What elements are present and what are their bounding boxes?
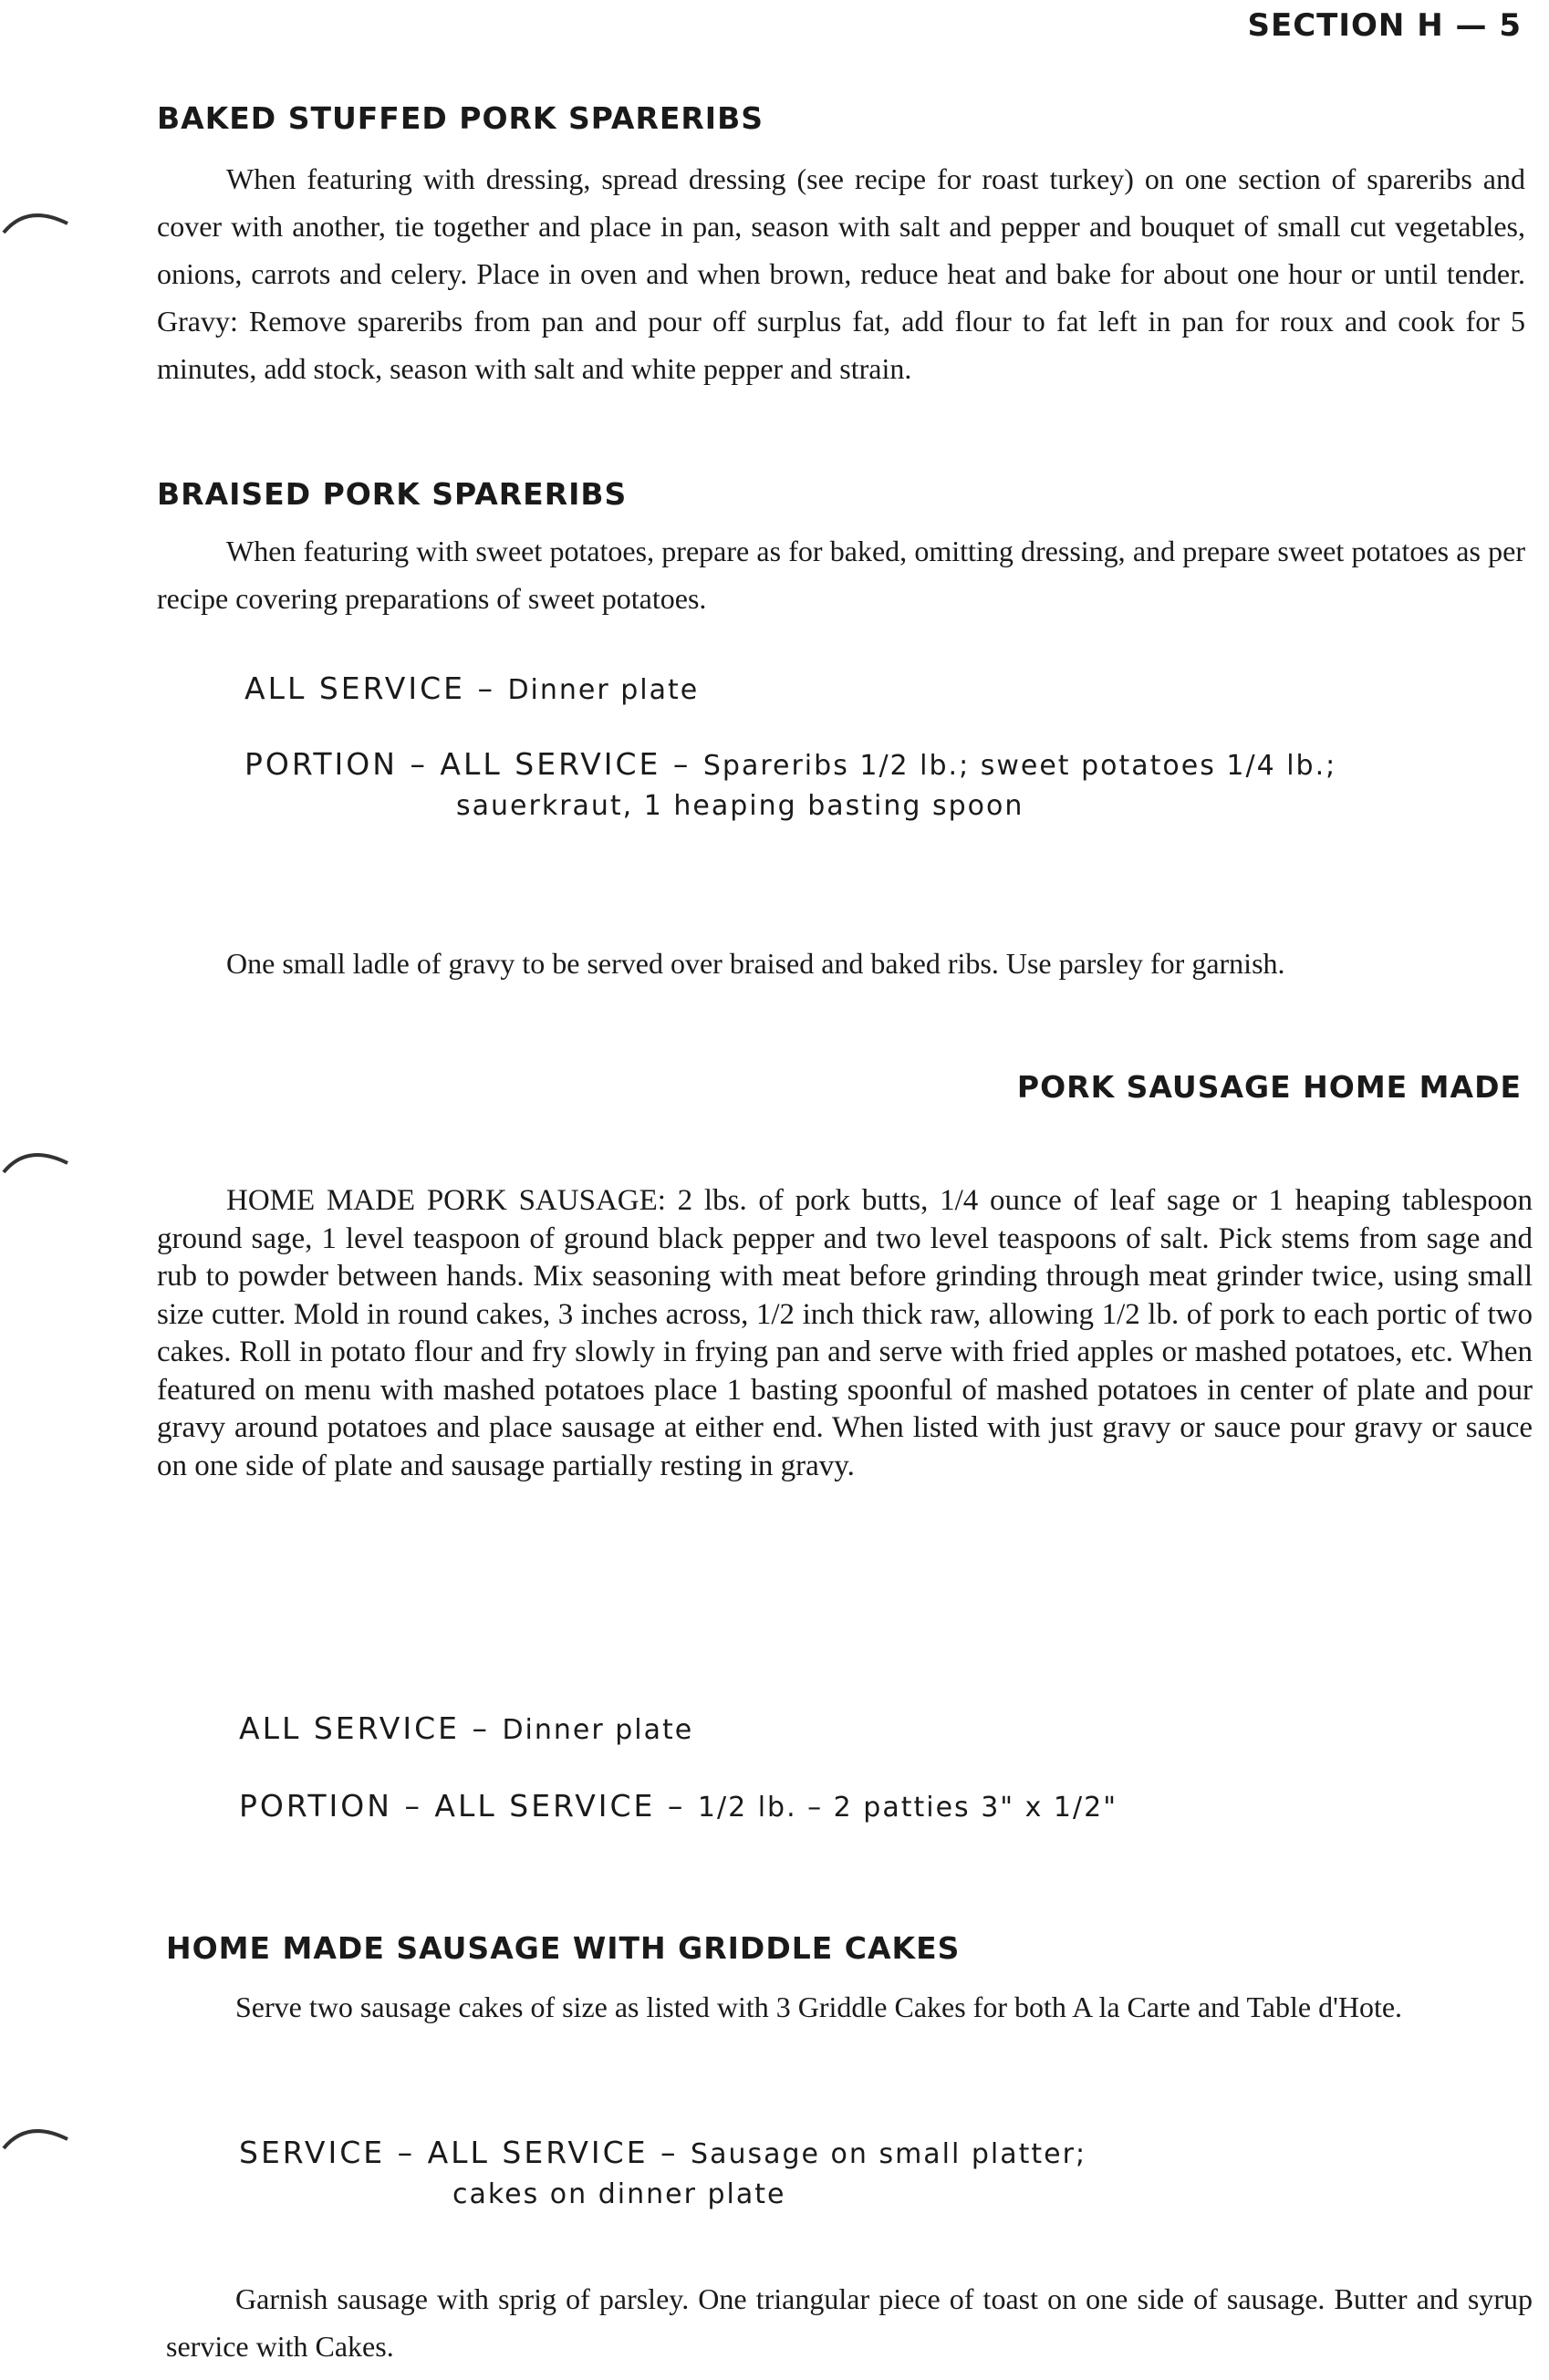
paragraph-braised-spareribs: When featuring with sweet potatoes, prepare as for baked, omitting dressing, and prepare sweet potatoes as per recipe covering preparations of sweet potatoes. — [157, 535, 1525, 615]
braised-portion-line — [244, 746, 1336, 782]
binder-hole-mark — [0, 2112, 73, 2157]
service-label: ALL SERVICE – — [239, 1710, 503, 1746]
service-value: Dinner plate — [502, 1714, 694, 1746]
heading-pork-sausage: PORK SAUSAGE HOME MADE — [1016, 1069, 1522, 1105]
heading-braised-spareribs: BRAISED PORK SPARERIBS — [157, 476, 628, 512]
portion-label: PORTION – ALL SERVICE – — [239, 1788, 698, 1824]
service-value: Dinner plate — [507, 674, 700, 706]
paragraph-pork-sausage: HOME MADE PORK SAUSAGE: 2 lbs. of pork butts, 1/4 ounce of leaf sage or 1 heaping tablespoon ground sage, 1 level teaspoon of ground black pepper and two level teaspoons of salt. Pick stems from sage and rub to powder between hands. Mix seasoning with meat before grinding through meat grinder twice, using small size cutter. Mold in round cakes, 3 inches across, 1/2 inch thick raw, allowing 1/2 lb. of pork to each portic of two cakes. Roll in potato flour and fry slowly in frying pan and serve with fried apples or mashed potatoes, etc. When featured on menu with mashed potatoes place 1 basting spoonful of mashed potatoes in center of plate and pour gravy around potatoes and place sausage at either end. When listed with just gravy or sauce pour gravy or sauce on one side of plate and sausage partially resting in gravy. — [157, 1184, 1533, 1482]
portion-label: PORTION – ALL SERVICE – — [244, 746, 703, 782]
heading-baked-stuffed-spareribs: BAKED STUFFED PORK SPARERIBS — [157, 100, 764, 136]
griddle-service-line-2: cakes on dinner plate — [452, 2178, 786, 2210]
braised-portion-line-2: sauerkraut, 1 heaping basting spoon — [456, 790, 1024, 822]
griddle-service-line — [239, 2135, 1086, 2170]
braised-service-line — [244, 670, 699, 706]
binder-hole-mark — [0, 1136, 73, 1181]
service-value: Sausage on small platter; — [691, 2138, 1087, 2170]
note-griddle-garnish: Garnish sausage with sprig of parsley. One triangular piece of toast on one side of sausage. Butter and syrup service with Cakes. — [166, 2282, 1533, 2363]
sausage-service-line — [239, 1710, 693, 1746]
sausage-portion-line — [239, 1788, 1118, 1824]
paragraph-baked-stuffed-spareribs: When featuring with dressing, spread dressing (see recipe for roast turkey) on one section of spareribs and cover with another, tie together and place in pan, season with salt and pepper and bouquet of small cut vegetables, onions, carrots and celery. Place in oven and when brown, reduce heat and bake for about one hour or until tender. Gravy: Remove spareribs from pan and pour off surplus fat, add flour to fat left in pan for roux and cook for 5 minutes, add stock, season with salt and white pepper and strain. — [157, 162, 1525, 385]
note-braised-gravy: One small ladle of gravy to be served over braised and baked ribs. Use parsley for garnish. — [226, 947, 1285, 980]
heading-sausage-griddle-cakes: HOME MADE SAUSAGE WITH GRIDDLE CAKES — [166, 1930, 961, 1966]
service-label: SERVICE – ALL SERVICE – — [239, 2135, 691, 2170]
paragraph-sausage-griddle-cakes: Serve two sausage cakes of size as listed with 3 Griddle Cakes for both A la Carte and Table d'Hote. — [235, 1990, 1403, 2023]
binder-hole-mark — [0, 196, 73, 242]
section-page-label: SECTION H — 5 — [1247, 7, 1522, 44]
portion-value: Spareribs 1/2 lb.; sweet potatoes 1/4 lb.; — [702, 750, 1337, 782]
service-label: ALL SERVICE – — [244, 670, 508, 706]
portion-value: 1/2 lb. – 2 patties 3" x 1/2" — [697, 1792, 1118, 1824]
